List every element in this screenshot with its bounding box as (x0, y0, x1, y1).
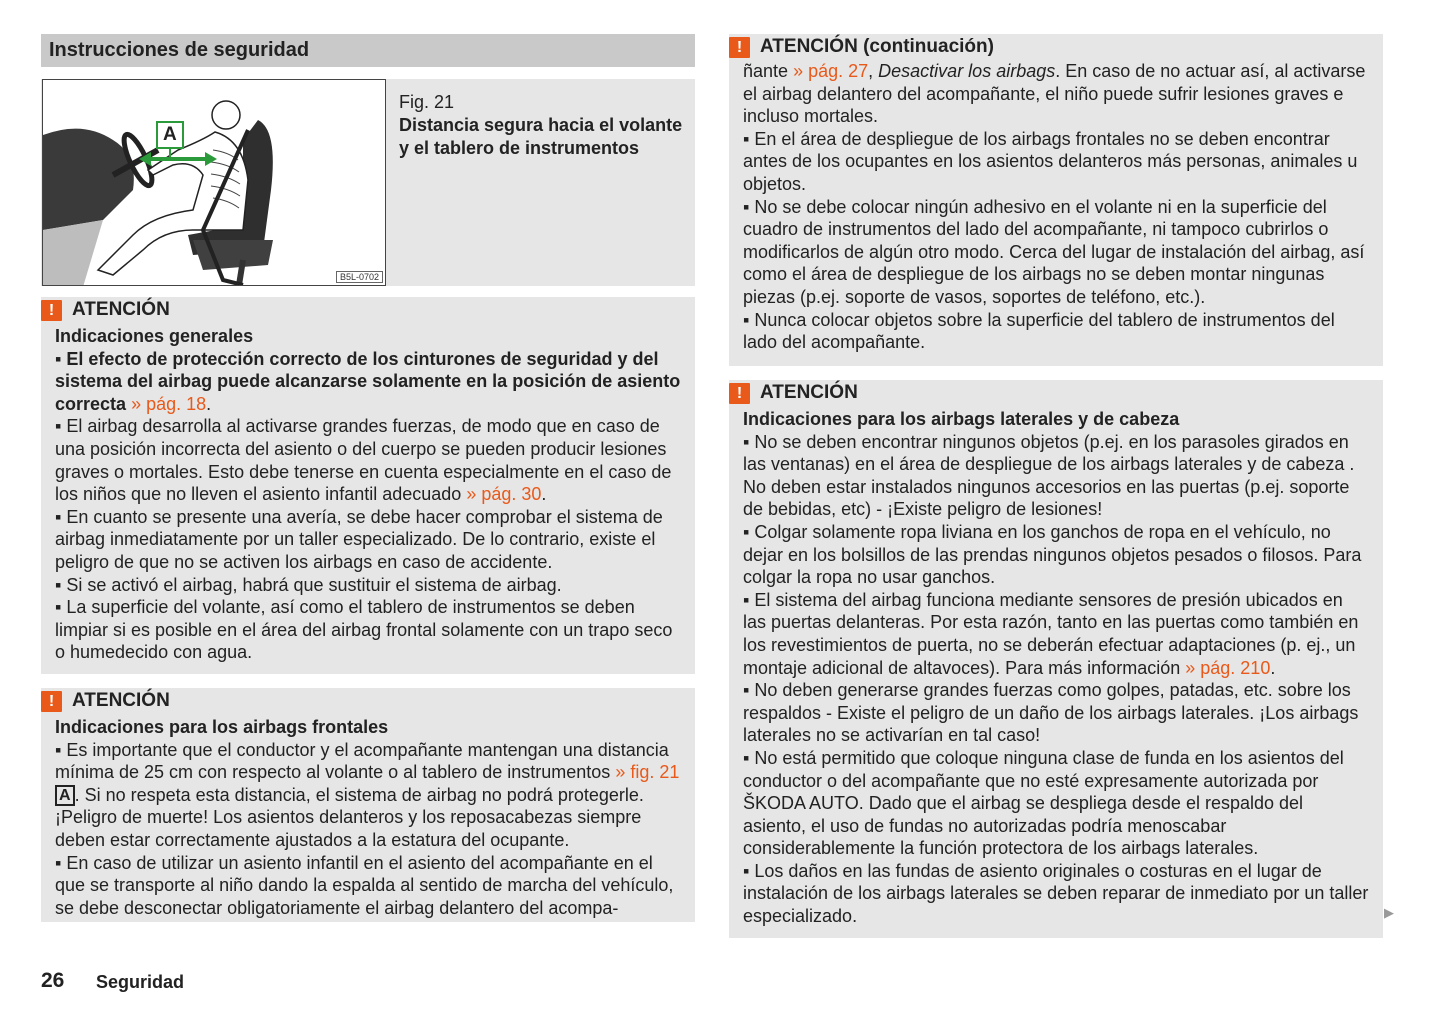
figure-code: B5L-0702 (336, 271, 383, 283)
warning-subtitle: Indicaciones generales (55, 326, 254, 346)
warning-box-side-airbags (729, 380, 1383, 938)
warning-paragraph: ▪ El efecto de protección correcto de los cinturones de seguridad y del sistema del airbag puede alcanzarse solamente en la posición de asiento correcta » pág. 18. (55, 348, 681, 414)
warning-paragraph: ▪ El sistema del airbag funciona mediante sensores de presión ubicados en las puertas delanteras. Por esta razón, tanto en las puertas como también en los revestimientos de puerta, no se deberán efectuar adaptaciones (p. ej., un montaje adicional de altavoces). Para más información » pág. 210. (743, 589, 1359, 678)
figure-link[interactable]: » fig. 21 (615, 762, 680, 783)
figure-box (41, 79, 695, 286)
figure-image (42, 79, 386, 286)
warning-subtitle: Indicaciones para los airbags frontales (55, 717, 389, 737)
warning-paragraph: ▪ Colgar solamente ropa liviana en los ganchos de ropa en el vehículo, no dejar en los bolsillos de las prendas ningunos objetos pesados o filosos. Para colgar la ropa no usar ganchos. (743, 521, 1362, 588)
figure-marker-ref: A (55, 785, 75, 806)
page-link[interactable]: » pág. 30 (466, 484, 542, 505)
warning-paragraph: ▪ No está permitido que coloque ninguna clase de funda en los asientos del conductor o del acompañante que no esté expresamente autorizada por ŠKODA AUTO. Dado que el airbag se despliega desde el respaldo del asiento, el uso de fundas no autorizadas podría menoscabar considerablemente la función protectora de los airbags laterales. (743, 747, 1344, 859)
warning-paragraph: ▪ En caso de utilizar un asiento infantil en el asiento del acompañante en el que se transporte al niño dando la espalda al sentido de marcha del vehículo, se debe desconectar obligatoriamente el airbag delantero del acompa- (55, 852, 674, 918)
page-link[interactable]: » pág. 210 (1185, 657, 1271, 678)
warning-box-general (41, 297, 695, 674)
figure-caption (399, 91, 689, 160)
warning-paragraph: ñante » pág. 27, Desactivar los airbags. En caso de no actuar así, al activarse el airbag delantero del acompañante, el niño puede sufrir lesiones graves e incluso mortales. (743, 61, 1366, 127)
warning-title: ATENCIÓN (760, 382, 858, 403)
warning-paragraph: ▪ Los daños en las fundas de asiento originales o costuras en el lugar de instalación de los airbags laterales se deben reparar de inmediato por un taller especializado. (743, 860, 1369, 927)
warning-icon: ! (729, 383, 750, 404)
figure-title: Distancia segura hacia el volante y el tablero de instrumentos (399, 115, 683, 158)
warning-icon: ! (41, 691, 62, 712)
warning-title: ATENCIÓN (72, 299, 170, 320)
page-number: 26 (41, 969, 65, 992)
warning-icon: ! (729, 37, 750, 58)
warning-paragraph: ▪ En el área de despliegue de los airbags frontales no se deben encontrar antes de los ocupantes en los asientos delanteros más personas, animales u objetos. (743, 128, 1358, 194)
warning-box-continued (729, 34, 1383, 366)
warning-title: ATENCIÓN (continuación) (760, 36, 994, 57)
warning-paragraph: ▪ La superficie del volante, así como el tablero de instrumentos se deben limpiar si es posible en el área del airbag frontal solamente con un trapo seco o humedecido con agua. (55, 597, 673, 663)
section-header: Instrucciones de seguridad (41, 34, 695, 67)
warning-paragraph: ▪ Si se activó el airbag, habrá que sustituir el sistema de airbag. (55, 574, 562, 595)
page-link[interactable]: » pág. 27 (793, 61, 869, 81)
warning-box-frontal-airbags (41, 688, 695, 922)
continue-arrow-icon: ▶ (1384, 905, 1394, 920)
warning-paragraph: ▪ Nunca colocar objetos sobre la superficie del tablero de instrumentos del lado del acompañante. (743, 309, 1335, 353)
warning-paragraph: ▪ No deben generarse grandes fuerzas como golpes, patadas, etc. sobre los respaldos - Existe el peligro de un daño de los airbags laterales. ¡Los airbags laterales no se activarían en tal caso! (743, 680, 1359, 746)
seat-distance-illustration (43, 80, 386, 286)
warning-title: ATENCIÓN (72, 690, 170, 711)
warning-paragraph: ▪ Es importante que el conductor y el acompañante mantengan una distancia mínima de 25 cm con respecto al volante o al tablero de instrumentos » fig. 21 A . Si no respeta esta distancia, el sistema de airbag no podrá protegerle. ¡Peligro de muerte! Los asientos delanteros y los reposacabezas siempre deben estar correctamente ajustados a la estatura del ocupante. (55, 739, 680, 850)
warning-icon: ! (41, 300, 62, 321)
warning-paragraph: ▪ En cuanto se presente una avería, se debe hacer comprobar el sistema de airbag inmediatamente por un taller especializado. De lo contrario, existe el peligro de que no se activen los airbags en caso de accidente. (55, 506, 663, 572)
figure-marker: A (163, 124, 177, 145)
warning-subtitle: Indicaciones para los airbags laterales y de cabeza (743, 409, 1180, 429)
warning-paragraph: ▪ El airbag desarrolla al activarse grandes fuerzas, de modo que en caso de una posición incorrecta del asiento o del cuerpo se pueden producir lesiones graves o mortales. Esto debe tenerse en cuenta especialmente en el caso de los niños que no lleven el asiento infantil adecuado » pág. 30. (55, 416, 672, 505)
warning-paragraph: ▪ No se debe colocar ningún adhesivo en el volante ni en la superficie del cuadro de instrumentos del lado del acompañante, ni tampoco cubrirlos o modificarlos de algún otro modo. Cerca del lugar de instalación del airbag, así como el área de despliegue de los airbags no se deben montar ningunas piezas (p.ej. soporte de vasos, soportes de teléfono, etc.). (743, 196, 1365, 307)
figure-number: Fig. 21 (399, 92, 455, 112)
page-section-label: Seguridad (96, 972, 185, 992)
warning-paragraph: ▪ No se deben encontrar ningunos objetos (p.ej. en los parasoles girados en las ventanas) en el área de despliegue de los airbags laterales y de cabeza . No deben estar instalados ningunos accesorios en las puertas (p.ej. soporte de bebidas, etc) - ¡Existe peligro de lesiones! (743, 431, 1355, 520)
page-link[interactable]: » pág. 18 (131, 393, 207, 414)
